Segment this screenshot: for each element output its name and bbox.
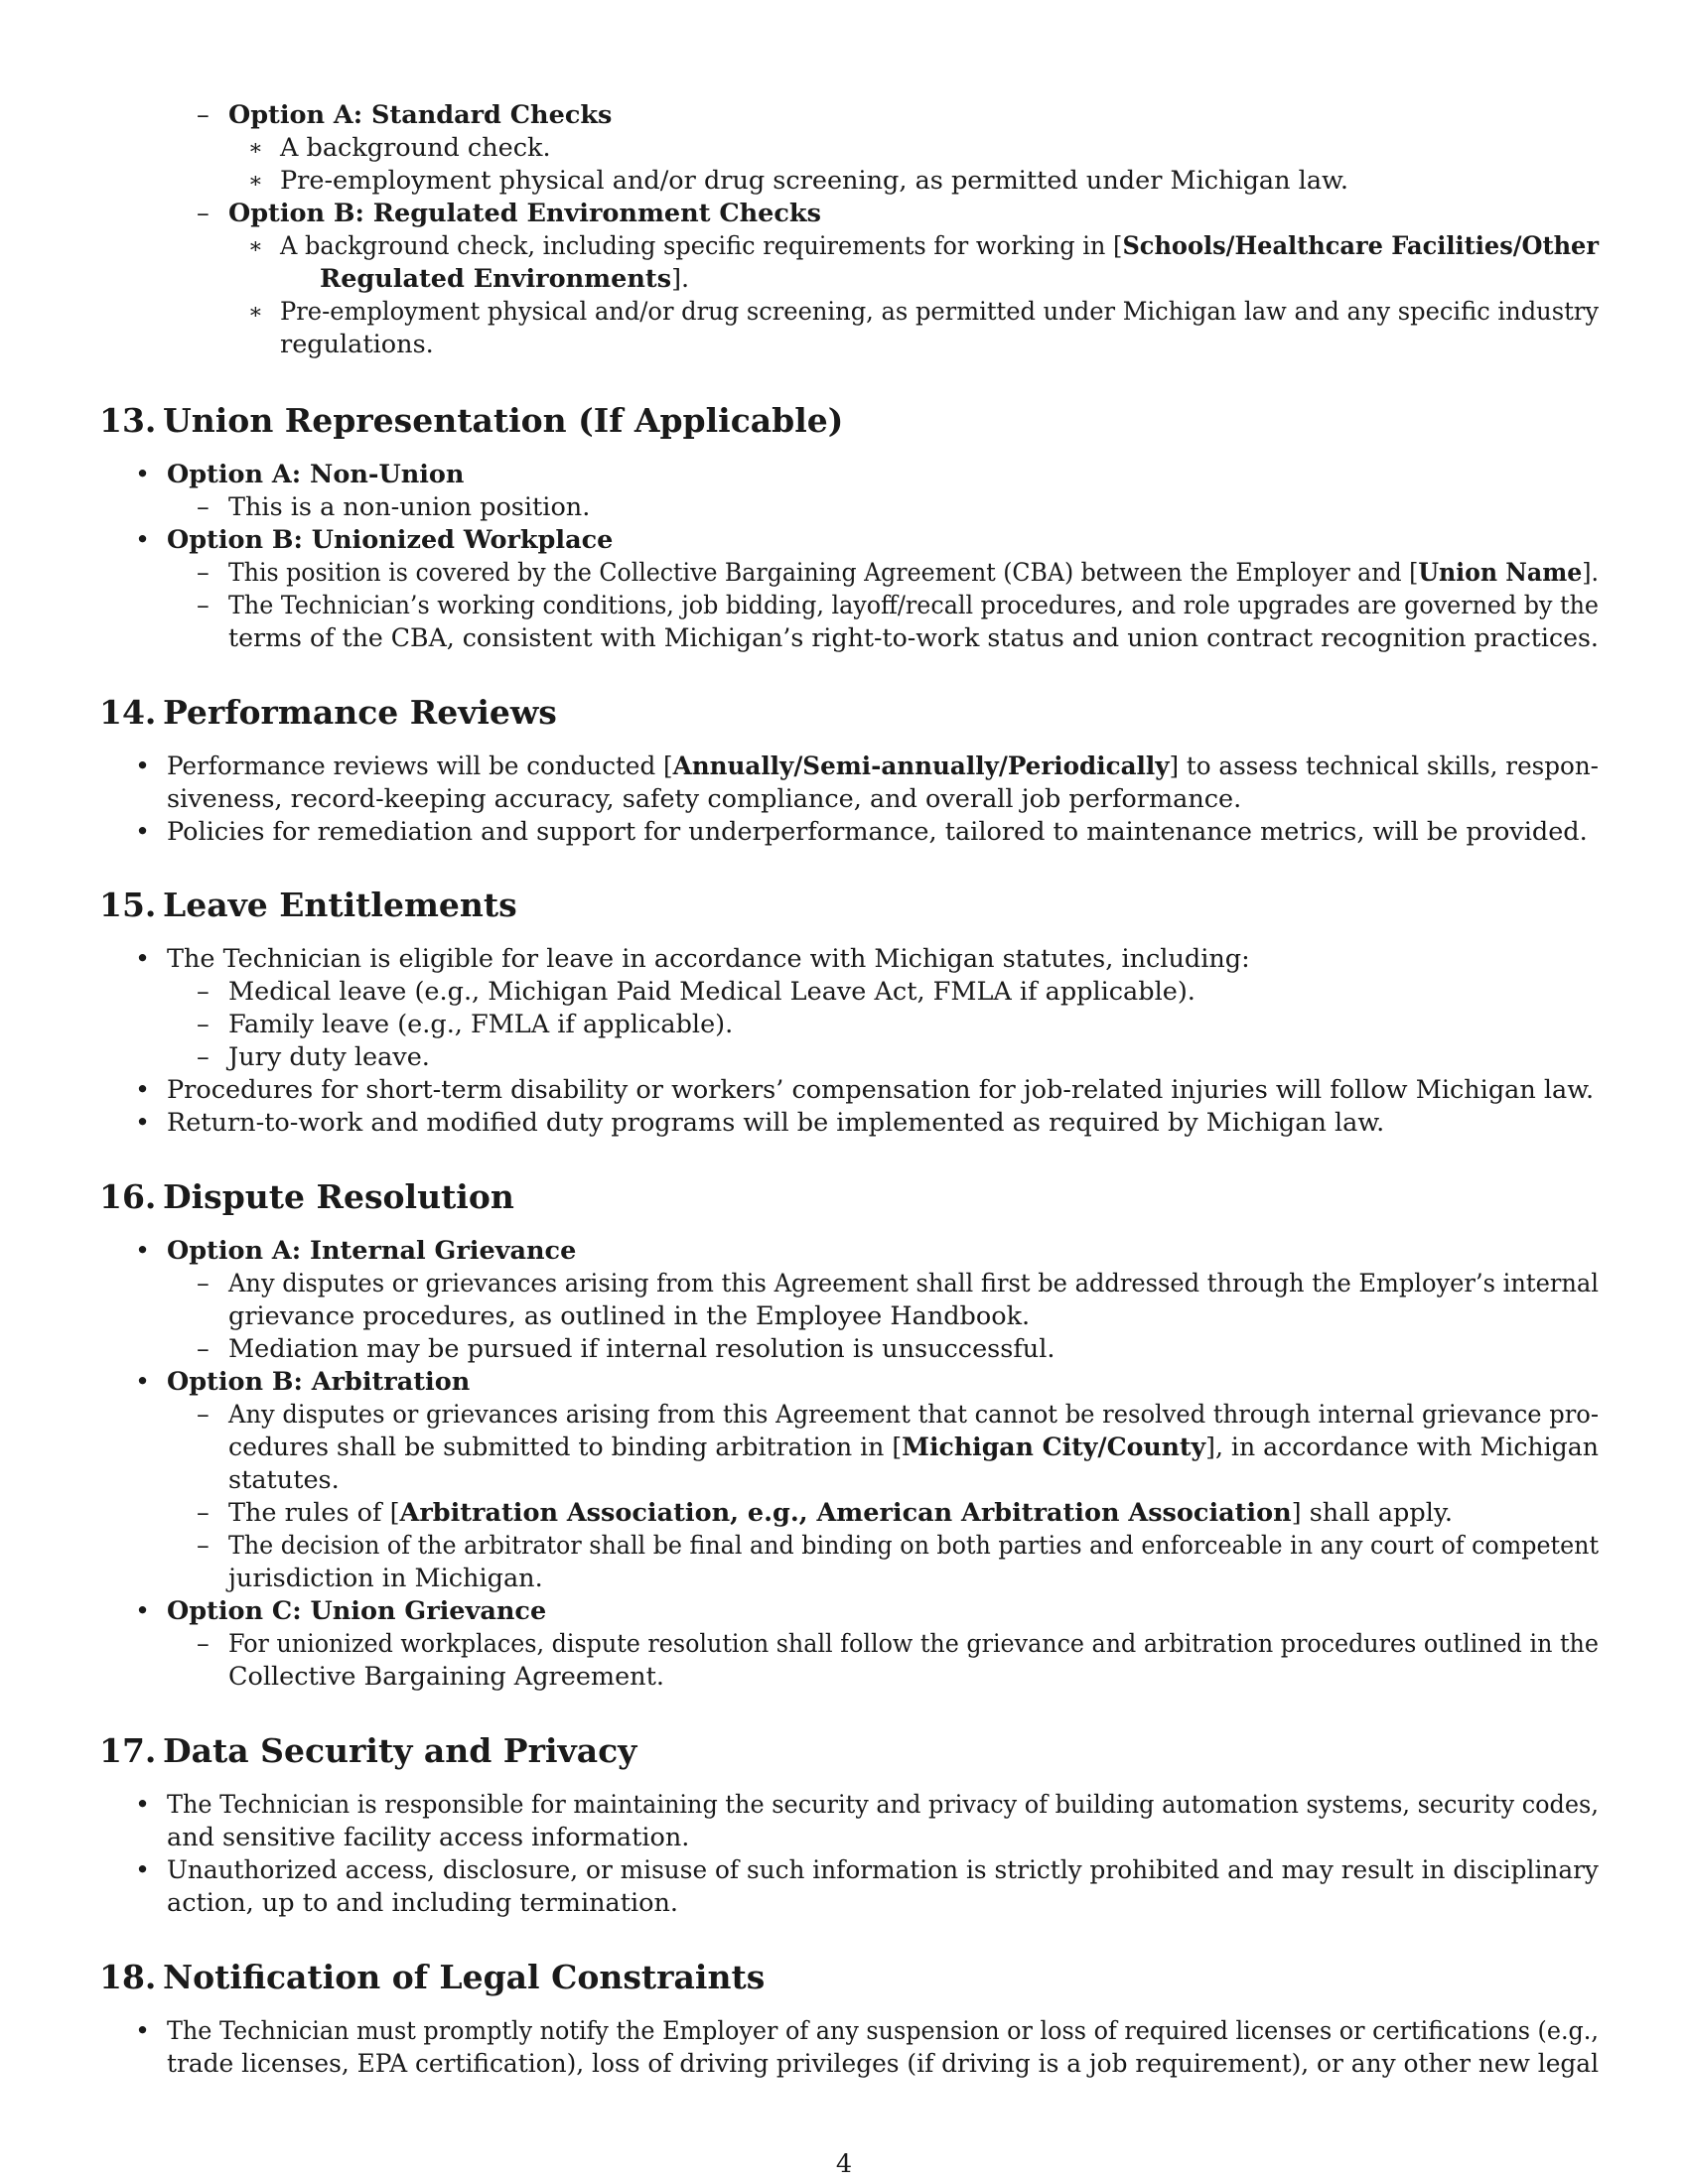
list-item: Any disputes or grievances arising from this Agreement shall first be addressed through the Employer’s internal — [228, 1269, 1600, 1298]
dash-marker: – — [197, 1629, 210, 1659]
list-item: Performance reviews will be conducted [Annually/Semi-annually/Periodically] to assess technical skills, respon- — [167, 751, 1599, 781]
star-marker: ∗ — [248, 169, 263, 194]
list-item-cont: and sensitive facility access information. — [167, 1823, 690, 1852]
list-item: Pre-employment physical and/or drug screening, as permitted under Michigan law and any specific industry — [280, 297, 1599, 327]
dash-marker: – — [197, 199, 210, 228]
option-a-title: Option A: Non-Union — [167, 460, 465, 489]
list-item-cont: statutes. — [228, 1465, 340, 1495]
list-item-cont: action, up to and including termination. — [167, 1888, 679, 1918]
option-b-title: Option B: Unionized Workplace — [167, 525, 614, 555]
list-item: The Technician is eligible for leave in accordance with Michigan statutes, including: — [167, 944, 1250, 974]
list-item: Family leave (e.g., FMLA if applicable). — [228, 1010, 734, 1039]
list-item-cont: siveness, record-keeping accuracy, safety compliance, and overall job performance. — [167, 784, 1242, 814]
option-b-title: Option B: Regulated Environment Checks — [228, 199, 821, 228]
star-marker: ∗ — [248, 234, 263, 259]
list-item: Policies for remediation and support for underperformance, tailored to maintenance metrics, will be provided. — [167, 817, 1588, 847]
page-number: 4 — [835, 2149, 853, 2179]
list-item: A background check. — [280, 133, 551, 163]
dash-marker: – — [197, 1531, 210, 1561]
list-item: Mediation may be pursued if internal resolution is unsuccessful. — [228, 1334, 1055, 1364]
dash-marker: – — [197, 977, 210, 1007]
dash-marker: – — [197, 1334, 210, 1364]
dash-marker: – — [197, 558, 210, 588]
list-item: Unauthorized access, disclosure, or misuse of such information is strictly prohibited and may result in disciplinary — [167, 1855, 1599, 1885]
list-item-cont: terms of the CBA, consistent with Michigan’s right-to-work status and union contract recognition practices. — [228, 623, 1599, 653]
bullet-marker: • — [135, 1236, 151, 1266]
section-heading-13: 13. Union Representation (If Applicable) — [99, 401, 844, 440]
option-a-title: Option A: Standard Checks — [228, 100, 613, 130]
dash-marker: – — [197, 492, 210, 522]
section-heading-16: 16. Dispute Resolution — [99, 1177, 514, 1216]
bullet-marker: • — [135, 944, 151, 974]
list-item: Procedures for short-term disability or workers’ compensation for job-related injuries will follow Michigan law. — [167, 1075, 1595, 1105]
list-item: The Technician must promptly notify the Employer of any suspension or loss of required licenses or certifications (e.g., — [167, 2016, 1599, 2046]
dash-marker: – — [197, 1269, 210, 1298]
option-c-title: Option C: Union Grievance — [167, 1596, 547, 1626]
section-heading-17: 17. Data Security and Privacy — [99, 1731, 637, 1770]
list-item: A background check, including specific requirements for working in [Schools/Healthcare Facilities/Other — [280, 231, 1600, 261]
section-heading-18: 18. Notification of Legal Constraints — [99, 1958, 766, 1996]
list-item-cont: trade licenses, EPA certification), loss of driving privileges (if driving is a job requirement), or any other new legal — [167, 2049, 1600, 2079]
bullet-marker: • — [135, 1108, 151, 1138]
bullet-marker: • — [135, 525, 151, 555]
option-a-title: Option A: Internal Grievance — [167, 1236, 577, 1266]
bullet-marker: • — [135, 751, 151, 781]
list-item: This position is covered by the Collective Bargaining Agreement (CBA) between the Employer and [Union Name]. — [228, 558, 1599, 588]
bullet-marker: • — [135, 2016, 151, 2046]
option-b-title: Option B: Arbitration — [167, 1367, 471, 1397]
section-heading-14: 14. Performance Reviews — [99, 693, 557, 732]
bullet-marker: • — [135, 1075, 151, 1105]
bullet-marker: • — [135, 1596, 151, 1626]
bullet-marker: • — [135, 1790, 151, 1820]
dash-marker: – — [197, 591, 210, 620]
star-marker: ∗ — [248, 300, 263, 325]
bullet-marker: • — [135, 1855, 151, 1885]
dash-marker: – — [197, 1010, 210, 1039]
dash-marker: – — [197, 100, 210, 130]
list-item-cont: cedures shall be submitted to binding arbitration in [Michigan City/County], in accordance with Michigan — [228, 1433, 1599, 1462]
dash-marker: – — [197, 1042, 210, 1072]
list-item: Return-to-work and modified duty programs will be implemented as required by Michigan law. — [167, 1108, 1385, 1138]
list-item: The rules of [Arbitration Association, e.g., American Arbitration Association] shall apply. — [228, 1498, 1453, 1528]
list-item-cont: jurisdiction in Michigan. — [228, 1564, 543, 1593]
list-item: The decision of the arbitrator shall be final and binding on both parties and enforceable in any court of competent — [228, 1531, 1600, 1561]
list-item-cont: regulations. — [280, 330, 434, 359]
list-item: This is a non-union position. — [228, 492, 591, 522]
list-item-cont: Regulated Environments]. — [320, 264, 690, 294]
bullet-marker: • — [135, 460, 151, 489]
list-item: The Technician is responsible for maintaining the security and privacy of building automation systems, security codes, — [167, 1790, 1599, 1820]
dash-marker: – — [197, 1498, 210, 1528]
section-heading-15: 15. Leave Entitlements — [99, 886, 517, 924]
bullet-marker: • — [135, 817, 151, 847]
list-item: The Technician’s working conditions, job bidding, layoff/recall procedures, and role upgrades are governed by the — [228, 591, 1599, 620]
list-item-cont: Collective Bargaining Agreement. — [228, 1662, 664, 1692]
bullet-marker: • — [135, 1367, 151, 1397]
list-item: Jury duty leave. — [228, 1042, 430, 1072]
list-item: For unionized workplaces, dispute resolution shall follow the grievance and arbitration procedures outlined in the — [228, 1629, 1599, 1659]
dash-marker: – — [197, 1400, 210, 1430]
list-item: Medical leave (e.g., Michigan Paid Medical Leave Act, FMLA if applicable). — [228, 977, 1196, 1007]
star-marker: ∗ — [248, 136, 263, 161]
list-item-cont: grievance procedures, as outlined in the Employee Handbook. — [228, 1301, 1031, 1331]
list-item: Any disputes or grievances arising from this Agreement that cannot be resolved through internal grievance pro- — [228, 1400, 1600, 1430]
list-item: Pre-employment physical and/or drug screening, as permitted under Michigan law. — [280, 166, 1348, 196]
